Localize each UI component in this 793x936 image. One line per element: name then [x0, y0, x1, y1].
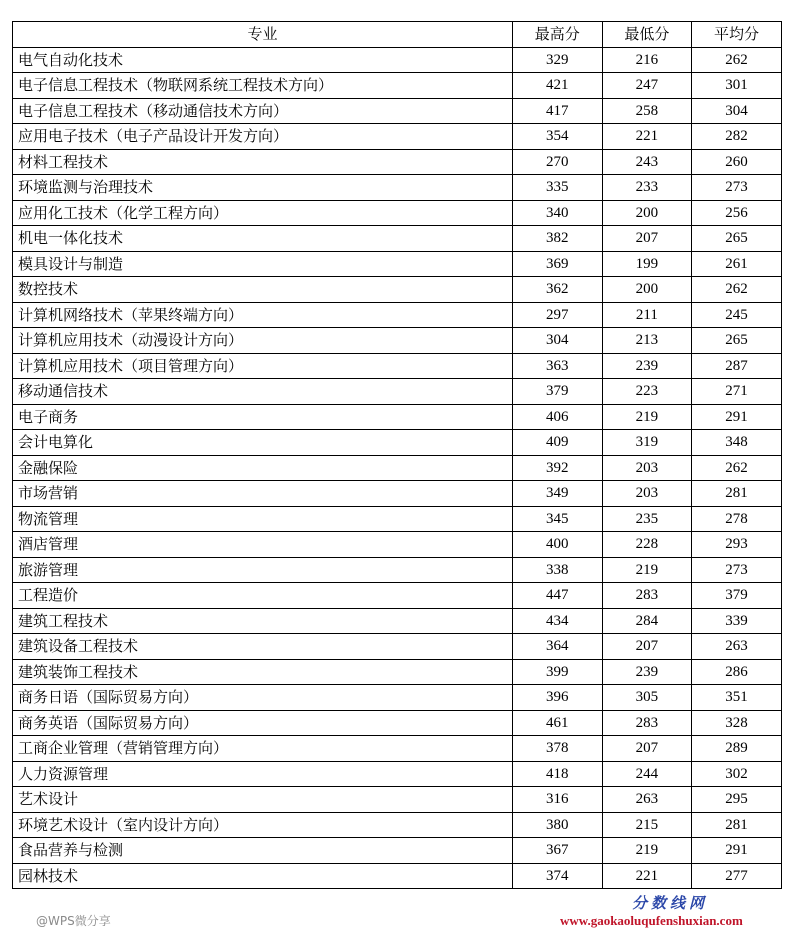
avg-score-cell: 256 [692, 200, 782, 226]
major-cell: 应用化工技术（化学工程方向） [13, 200, 513, 226]
min-score-cell: 215 [602, 812, 692, 838]
avg-score-cell: 260 [692, 149, 782, 175]
max-score-cell: 399 [513, 659, 603, 685]
table-row [13, 838, 782, 864]
major-cell: 酒店管理 [13, 532, 513, 558]
wps-share-label: @WPS微分享 [36, 914, 111, 928]
min-score-cell: 244 [602, 761, 692, 787]
min-score-cell: 283 [602, 710, 692, 736]
min-score-cell: 203 [602, 481, 692, 507]
max-score-cell: 382 [513, 226, 603, 252]
major-cell: 材料工程技术 [13, 149, 513, 175]
avg-score-cell: 295 [692, 787, 782, 813]
avg-score-cell: 281 [692, 812, 782, 838]
table-row [13, 226, 782, 252]
max-score-cell: 340 [513, 200, 603, 226]
max-score-cell: 374 [513, 863, 603, 889]
header-min-score: 最低分 [602, 22, 692, 48]
avg-score-cell: 351 [692, 685, 782, 711]
min-score-cell: 305 [602, 685, 692, 711]
avg-score-cell: 261 [692, 251, 782, 277]
table-row [13, 532, 782, 558]
max-score-cell: 406 [513, 404, 603, 430]
min-score-cell: 247 [602, 73, 692, 99]
avg-score-cell: 282 [692, 124, 782, 150]
max-score-cell: 417 [513, 98, 603, 124]
max-score-cell: 392 [513, 455, 603, 481]
min-score-cell: 200 [602, 200, 692, 226]
avg-score-cell: 273 [692, 175, 782, 201]
avg-score-cell: 271 [692, 379, 782, 405]
header-max-score: 最高分 [513, 22, 603, 48]
table-row [13, 710, 782, 736]
avg-score-cell: 291 [692, 838, 782, 864]
max-score-cell: 304 [513, 328, 603, 354]
major-cell: 建筑工程技术 [13, 608, 513, 634]
max-score-cell: 447 [513, 583, 603, 609]
avg-score-cell: 245 [692, 302, 782, 328]
max-score-cell: 316 [513, 787, 603, 813]
major-cell: 电气自动化技术 [13, 47, 513, 73]
major-cell: 数控技术 [13, 277, 513, 303]
watermark-site-name: 分数线网 [632, 894, 709, 912]
major-cell: 计算机应用技术（动漫设计方向） [13, 328, 513, 354]
avg-score-cell: 287 [692, 353, 782, 379]
max-score-cell: 349 [513, 481, 603, 507]
min-score-cell: 207 [602, 634, 692, 660]
major-cell: 计算机应用技术（项目管理方向） [13, 353, 513, 379]
table-row [13, 200, 782, 226]
table-row [13, 353, 782, 379]
max-score-cell: 329 [513, 47, 603, 73]
major-cell: 应用电子技术（电子产品设计开发方向） [13, 124, 513, 150]
table-header-row [13, 22, 782, 48]
min-score-cell: 283 [602, 583, 692, 609]
table-row [13, 863, 782, 889]
avg-score-cell: 277 [692, 863, 782, 889]
table-row [13, 98, 782, 124]
max-score-cell: 409 [513, 430, 603, 456]
max-score-cell: 421 [513, 73, 603, 99]
major-cell: 旅游管理 [13, 557, 513, 583]
table-row [13, 634, 782, 660]
table-row [13, 277, 782, 303]
major-cell: 市场营销 [13, 481, 513, 507]
avg-score-cell: 289 [692, 736, 782, 762]
table-row [13, 557, 782, 583]
max-score-cell: 379 [513, 379, 603, 405]
max-score-cell: 297 [513, 302, 603, 328]
min-score-cell: 207 [602, 226, 692, 252]
max-score-cell: 345 [513, 506, 603, 532]
header-avg-score: 平均分 [692, 22, 782, 48]
table-row [13, 761, 782, 787]
max-score-cell: 335 [513, 175, 603, 201]
min-score-cell: 284 [602, 608, 692, 634]
table-row [13, 455, 782, 481]
max-score-cell: 434 [513, 608, 603, 634]
avg-score-cell: 265 [692, 226, 782, 252]
max-score-cell: 369 [513, 251, 603, 277]
min-score-cell: 200 [602, 277, 692, 303]
max-score-cell: 396 [513, 685, 603, 711]
max-score-cell: 461 [513, 710, 603, 736]
major-cell: 人力资源管理 [13, 761, 513, 787]
major-cell: 建筑装饰工程技术 [13, 659, 513, 685]
table-row [13, 328, 782, 354]
min-score-cell: 203 [602, 455, 692, 481]
max-score-cell: 354 [513, 124, 603, 150]
header-major: 专业 [13, 22, 513, 48]
max-score-cell: 418 [513, 761, 603, 787]
avg-score-cell: 291 [692, 404, 782, 430]
max-score-cell: 338 [513, 557, 603, 583]
min-score-cell: 207 [602, 736, 692, 762]
table-row [13, 302, 782, 328]
major-cell: 会计电算化 [13, 430, 513, 456]
min-score-cell: 233 [602, 175, 692, 201]
table-row [13, 787, 782, 813]
major-cell: 商务日语（国际贸易方向） [13, 685, 513, 711]
table-row [13, 251, 782, 277]
major-cell: 工商企业管理（营销管理方向） [13, 736, 513, 762]
major-cell: 商务英语（国际贸易方向） [13, 710, 513, 736]
major-cell: 环境艺术设计（室内设计方向） [13, 812, 513, 838]
max-score-cell: 378 [513, 736, 603, 762]
avg-score-cell: 302 [692, 761, 782, 787]
table-row [13, 47, 782, 73]
avg-score-cell: 262 [692, 455, 782, 481]
max-score-cell: 380 [513, 812, 603, 838]
avg-score-cell: 339 [692, 608, 782, 634]
min-score-cell: 216 [602, 47, 692, 73]
table-row [13, 430, 782, 456]
avg-score-cell: 379 [692, 583, 782, 609]
min-score-cell: 211 [602, 302, 692, 328]
min-score-cell: 219 [602, 838, 692, 864]
avg-score-cell: 301 [692, 73, 782, 99]
min-score-cell: 239 [602, 659, 692, 685]
min-score-cell: 235 [602, 506, 692, 532]
table-row [13, 73, 782, 99]
min-score-cell: 221 [602, 863, 692, 889]
avg-score-cell: 262 [692, 47, 782, 73]
avg-score-cell: 348 [692, 430, 782, 456]
table-row [13, 124, 782, 150]
scores-table [12, 21, 782, 889]
max-score-cell: 400 [513, 532, 603, 558]
major-cell: 园林技术 [13, 863, 513, 889]
min-score-cell: 213 [602, 328, 692, 354]
min-score-cell: 243 [602, 149, 692, 175]
table-row [13, 481, 782, 507]
min-score-cell: 199 [602, 251, 692, 277]
table-row [13, 736, 782, 762]
min-score-cell: 263 [602, 787, 692, 813]
min-score-cell: 223 [602, 379, 692, 405]
table-row [13, 379, 782, 405]
table-row [13, 506, 782, 532]
table-row [13, 149, 782, 175]
avg-score-cell: 304 [692, 98, 782, 124]
max-score-cell: 367 [513, 838, 603, 864]
min-score-cell: 219 [602, 557, 692, 583]
min-score-cell: 258 [602, 98, 692, 124]
avg-score-cell: 273 [692, 557, 782, 583]
min-score-cell: 219 [602, 404, 692, 430]
table-body [13, 47, 782, 889]
major-cell: 移动通信技术 [13, 379, 513, 405]
major-cell: 食品营养与检测 [13, 838, 513, 864]
table-row [13, 583, 782, 609]
major-cell: 艺术设计 [13, 787, 513, 813]
major-cell: 物流管理 [13, 506, 513, 532]
major-cell: 电子信息工程技术（物联网系统工程技术方向） [13, 73, 513, 99]
major-cell: 工程造价 [13, 583, 513, 609]
table-row [13, 175, 782, 201]
major-cell: 金融保险 [13, 455, 513, 481]
max-score-cell: 364 [513, 634, 603, 660]
min-score-cell: 228 [602, 532, 692, 558]
max-score-cell: 362 [513, 277, 603, 303]
major-cell: 电子信息工程技术（移动通信技术方向） [13, 98, 513, 124]
major-cell: 建筑设备工程技术 [13, 634, 513, 660]
avg-score-cell: 262 [692, 277, 782, 303]
min-score-cell: 221 [602, 124, 692, 150]
major-cell: 电子商务 [13, 404, 513, 430]
table-row [13, 685, 782, 711]
avg-score-cell: 286 [692, 659, 782, 685]
major-cell: 计算机网络技术（苹果终端方向） [13, 302, 513, 328]
avg-score-cell: 328 [692, 710, 782, 736]
table-row [13, 608, 782, 634]
avg-score-cell: 263 [692, 634, 782, 660]
avg-score-cell: 293 [692, 532, 782, 558]
major-cell: 机电一体化技术 [13, 226, 513, 252]
min-score-cell: 239 [602, 353, 692, 379]
table-row [13, 812, 782, 838]
avg-score-cell: 278 [692, 506, 782, 532]
max-score-cell: 363 [513, 353, 603, 379]
major-cell: 环境监测与治理技术 [13, 175, 513, 201]
min-score-cell: 319 [602, 430, 692, 456]
major-cell: 模具设计与制造 [13, 251, 513, 277]
avg-score-cell: 265 [692, 328, 782, 354]
table-row [13, 659, 782, 685]
avg-score-cell: 281 [692, 481, 782, 507]
watermark-url: www.gaokaoluqufenshuxian.com [560, 913, 743, 928]
table-row [13, 404, 782, 430]
max-score-cell: 270 [513, 149, 603, 175]
